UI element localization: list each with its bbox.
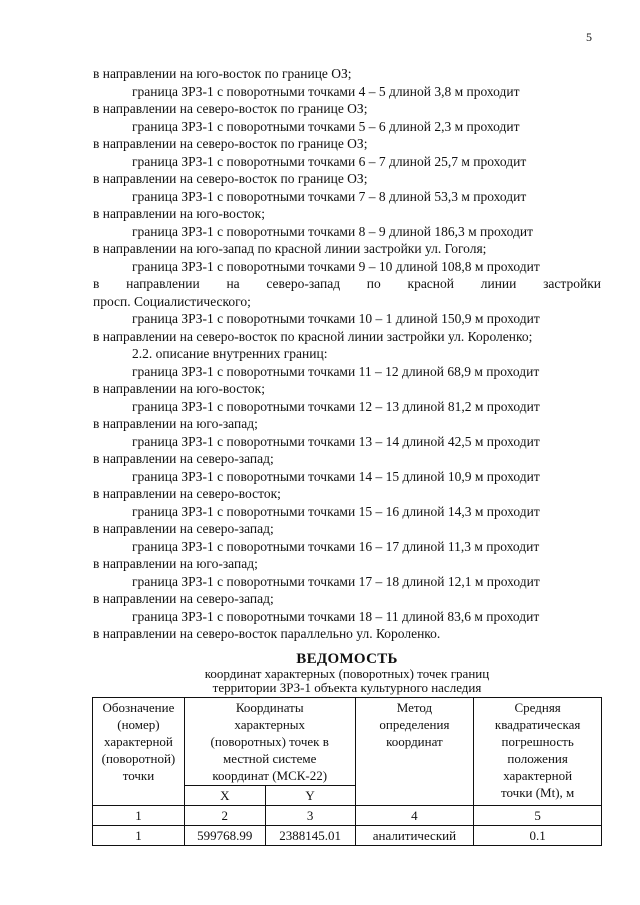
statement-subtitle-line2: территории ЗРЗ-1 объекта культурного наследия	[212, 680, 482, 695]
text-line: в направлении на северо-запад;	[93, 451, 274, 466]
header-line: квадратическая	[494, 717, 581, 732]
text-line: граница ЗРЗ-1 с поворотными точками 9 – 10 длиной 108,8 м проходит	[132, 258, 540, 274]
header-x: X	[184, 786, 265, 806]
text-line: в направлении на северо-восток по границе ОЗ;	[93, 171, 368, 186]
text-line: в направлении на северо-запад по красной линии застройки	[93, 276, 601, 291]
header-line: Метод	[396, 700, 433, 715]
body-text	[93, 65, 601, 643]
text-line: в направлении на юго-запад;	[93, 416, 258, 431]
text-line: в направлении на юго-запад;	[93, 556, 258, 571]
header-line: Обозначение	[102, 700, 175, 715]
text-line: 2.2. описание внутренних границ:	[132, 346, 328, 361]
text-line: граница ЗРЗ-1 с поворотными точками 6 – 7 длиной 25,7 м проходит	[132, 153, 527, 169]
text-line: граница ЗРЗ-1 с поворотными точками 13 – 14 длиной 42,5 м проходит	[132, 433, 540, 449]
header-line: Координаты	[235, 700, 304, 715]
text-line: в направлении на северо-запад;	[93, 591, 274, 606]
header-designation	[93, 698, 185, 806]
statement-subtitle-line1: координат характерных (поворотных) точек границ	[204, 666, 490, 681]
text-line: просп. Социалистического;	[93, 293, 251, 309]
header-line: (номер)	[117, 717, 160, 732]
text-line: граница ЗРЗ-1 с поворотными точками 5 – 6 длиной 2,3 м проходит	[132, 118, 520, 134]
page-number: 5	[586, 30, 592, 44]
column-number: 1	[93, 806, 185, 826]
text-line: в направлении на северо-восток по границе ОЗ;	[93, 136, 368, 151]
text-line: в направлении на северо-восток параллельно ул. Короленко.	[93, 626, 441, 641]
statement-title: ВЕДОМОСТЬ	[296, 651, 398, 667]
header-line: положения	[507, 751, 568, 766]
header-line: точки (Mt), м	[500, 785, 575, 800]
statement-heading	[93, 651, 601, 695]
text-line: граница ЗРЗ-1 с поворотными точками 12 – 13 длиной 81,2 м проходит	[132, 398, 540, 414]
text-line: в направлении на северо-восток по границе ОЗ;	[93, 101, 368, 116]
header-method	[355, 698, 474, 806]
cell-error: 0.1	[474, 826, 602, 846]
header-line: погрешность	[501, 734, 574, 749]
cell-point: 1	[93, 826, 185, 846]
column-number: 4	[355, 806, 474, 826]
column-number: 5	[474, 806, 602, 826]
header-line: характерных	[234, 717, 306, 732]
header-line: координат (МСК-22)	[212, 768, 328, 783]
cell-method: аналитический	[355, 826, 474, 846]
table-row	[93, 826, 602, 846]
text-line: граница ЗРЗ-1 с поворотными точками 17 – 18 длиной 12,1 м проходит	[132, 573, 540, 589]
header-y: Y	[265, 786, 355, 806]
text-line: граница ЗРЗ-1 с поворотными точками 11 – 12 длиной 68,9 м проходит	[132, 363, 540, 379]
header-line: определения	[379, 717, 450, 732]
text-line: в направлении на северо-восток;	[93, 486, 281, 501]
coordinates-table	[92, 697, 602, 846]
cell-x: 599768.99	[184, 826, 265, 846]
header-line: Средняя	[514, 700, 561, 715]
text-line: граница ЗРЗ-1 с поворотными точками 8 – 9 длиной 186,3 м проходит	[132, 223, 533, 239]
text-line: граница ЗРЗ-1 с поворотными точками 15 – 16 длиной 14,3 м проходит	[132, 503, 540, 519]
column-number: 3	[265, 806, 355, 826]
header-line: характерной	[503, 768, 573, 783]
table-header-row	[93, 698, 602, 786]
text-line: граница ЗРЗ-1 с поворотными точками 16 – 17 длиной 11,3 м проходит	[132, 538, 540, 554]
text-line: в направлении на северо-запад;	[93, 521, 274, 536]
header-line: местной системе	[223, 751, 317, 766]
header-error	[474, 698, 602, 806]
header-line: координат	[386, 734, 443, 749]
column-number-row	[93, 806, 602, 826]
cell-y: 2388145.01	[265, 826, 355, 846]
text-line: граница ЗРЗ-1 с поворотными точками 10 – 1 длиной 150,9 м проходит	[132, 311, 540, 326]
header-line: точки	[122, 768, 155, 783]
text-line: в направлении на юго-восток;	[93, 381, 265, 396]
header-coordinates	[184, 698, 355, 786]
text-line: граница ЗРЗ-1 с поворотными точками 14 – 15 длиной 10,9 м проходит	[132, 468, 540, 484]
header-line: характерной	[104, 734, 173, 749]
header-line: (поворотных) точек в	[210, 734, 329, 749]
text-line: в направлении на юго-восток;	[93, 206, 265, 221]
text-line: граница ЗРЗ-1 с поворотными точками 7 – 8 длиной 53,3 м проходит	[132, 188, 527, 204]
header-line: (поворотной)	[101, 751, 176, 766]
text-line: в направлении на юго-запад по красной линии застройки ул. Гоголя;	[93, 241, 487, 256]
text-line: граница ЗРЗ-1 с поворотными точками 4 – 5 длиной 3,8 м проходит	[132, 83, 520, 99]
text-line: в направлении на северо-восток по красной линии застройки ул. Короленко;	[93, 328, 533, 344]
column-number: 2	[184, 806, 265, 826]
text-line: граница ЗРЗ-1 с поворотными точками 18 – 11 длиной 83,6 м проходит	[132, 608, 540, 624]
text-line: в направлении на юго-восток по границе ОЗ;	[93, 66, 352, 81]
